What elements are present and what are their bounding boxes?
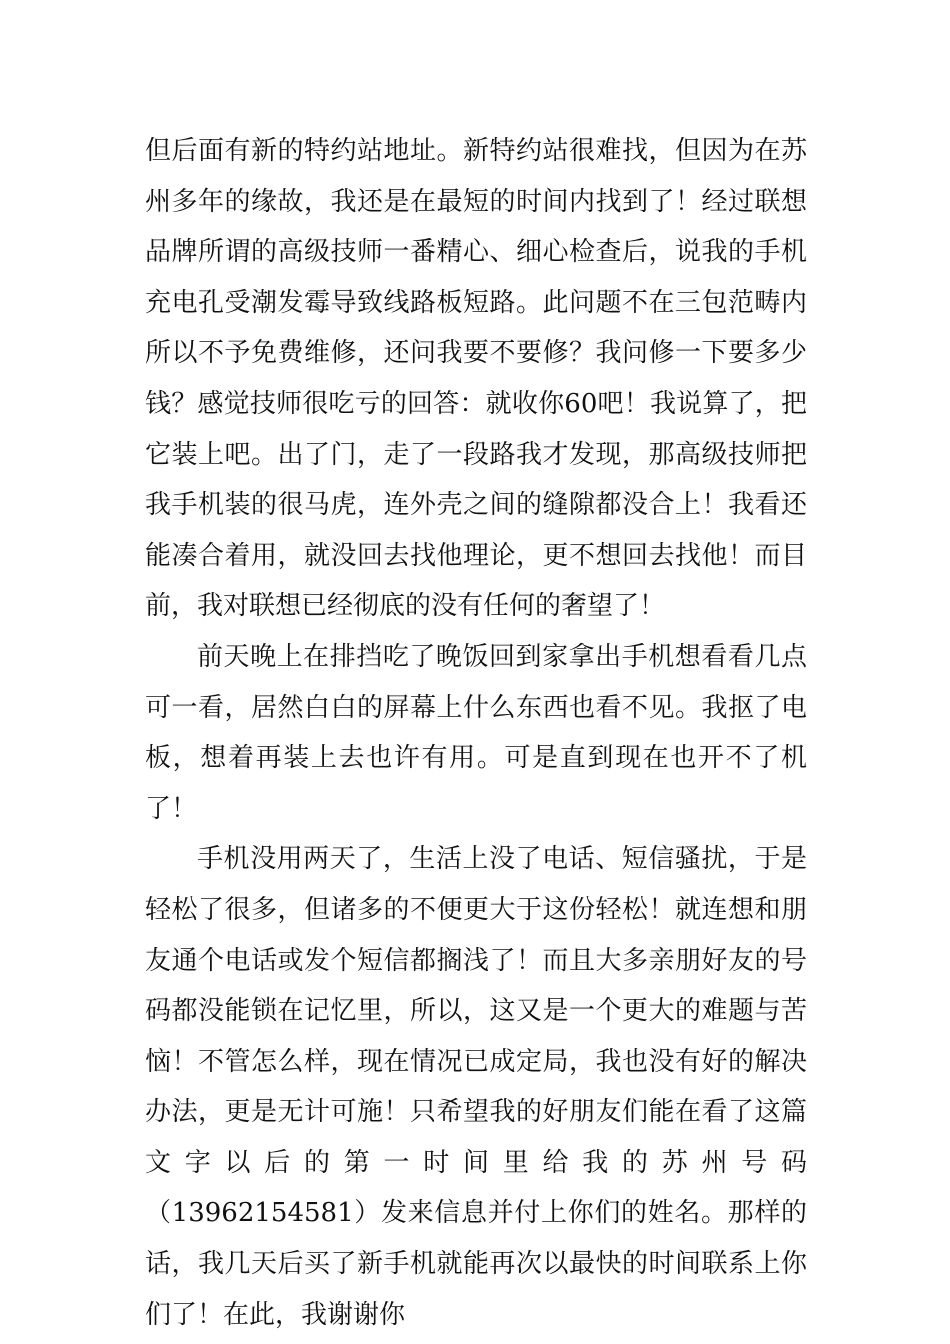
document-body — [145, 126, 807, 1340]
paragraph-screen-failure: 前天晚上在排挡吃了晚饭回到家拿出手机想看看几点可一看，居然白白的屏幕上什么东西也看不见。我抠了电板，想着再装上去也许有用。可是直到现在也开不了机了！ — [145, 641, 807, 824]
paragraph-continuation: 但后面有新的特约站地址。新特约站很难找，但因为在苏州多年的缘故，我还是在最短的时间内找到了！经过联想品牌所谓的高级技师一番精心、细心检查后，说我的手机充电孔受潮发霉导致线路板短路。此问题不在三包范畴内所以不予免费维修，还问我要不要修？我问修一下要多少钱？感觉技师很吃亏的回答：就收你60吧！我说算了，把它装上吧。出了门，走了一段路我才发现，那高级技师把我手机装的很马虎，连外壳之间的缝隙都没合上！我看还能凑合着用，就没回去找他理论，更不想回去找他！而目前，我对联想已经彻底的没有任何的奢望了！ — [145, 136, 807, 622]
paragraph-contact-request: 手机没用两天了，生活上没了电话、短信骚扰，于是轻松了很多，但诸多的不便更大于这份轻松！就连想和朋友通个电话或发个短信都搁浅了！而且大多亲朋好友的号码都没能锁在记忆里，所以，这又是一个更大的难题与苦恼！不管怎么样，现在情况已成定局，我也没有好的解决办法，更是无计可施！只希望我的好朋友们能在看了这篇文字以后的第一时间里给我的苏州号码（13962154581）发来信息并付上你们的姓名。那样的话，我几天后买了新手机就能再次以最快的时间联系上你们了！在此，我谢谢你 — [145, 844, 807, 1330]
